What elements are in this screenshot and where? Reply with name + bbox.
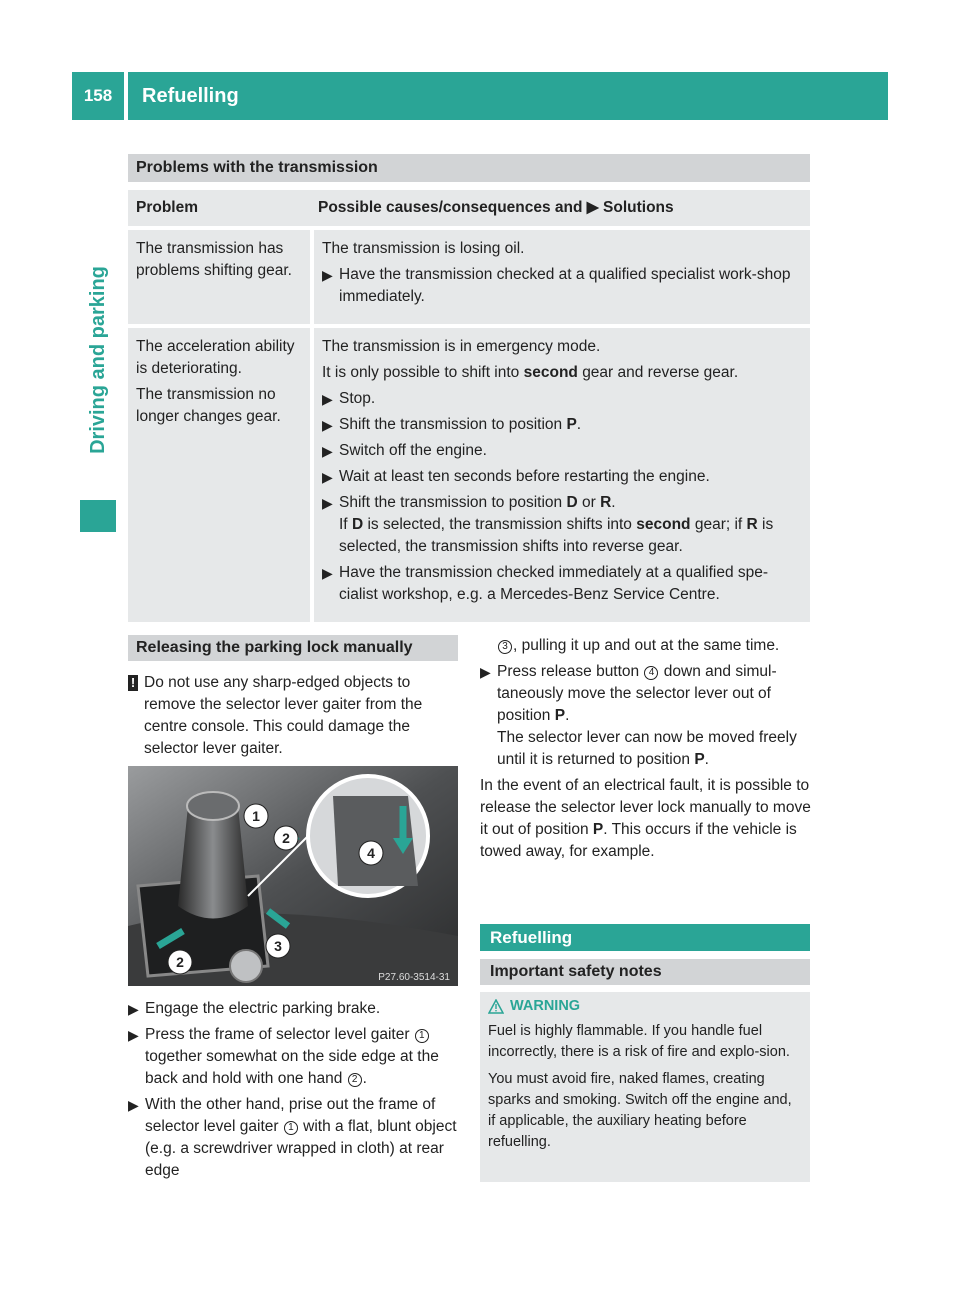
refuelling-section-title: Refuelling	[480, 924, 810, 951]
svg-text:1: 1	[252, 808, 260, 824]
problem-cell	[128, 230, 310, 324]
warning-text: You must avoid fire, naked flames, creating sparks and smoking. Switch off the engine and, if applicable, the auxiliary heating before refuelling.	[488, 1071, 792, 1150]
warning-header	[488, 996, 802, 1017]
safety-notes-title: Important safety notes	[480, 959, 810, 985]
side-tab-label: Driving and parking	[87, 266, 109, 454]
warning-label: WARNING	[510, 998, 581, 1014]
col-solutions-text-2: Solutions	[603, 199, 674, 216]
cause-text: The transmission is in emergency mode.	[322, 338, 601, 355]
step-arrow-icon: ▶	[322, 469, 333, 485]
callout-2-icon	[274, 826, 298, 850]
solution-cell	[314, 328, 810, 622]
solution-step: ▶ Switch off the engine.	[322, 440, 804, 462]
solution-step: ▶ Stop.	[322, 388, 804, 410]
step-arrow-icon: ▶	[322, 495, 333, 511]
problem-text: The transmission no longer changes gear.	[136, 386, 281, 425]
step-arrow-icon: ▶	[322, 267, 333, 283]
solution-step: ▶ Have the transmission checked at a qualified specialist work-shop immediately.	[322, 266, 791, 305]
warning-triangle-icon	[488, 999, 504, 1014]
col-solutions-text: Possible causes/consequences and	[318, 199, 583, 216]
table-row	[128, 230, 810, 324]
play-arrow-icon: ▶	[586, 199, 599, 216]
svg-text:2: 2	[176, 954, 184, 970]
parking-lock-steps	[128, 998, 460, 1186]
cause-text: The transmission is losing oil.	[322, 240, 525, 257]
warning-text: Fuel is highly flammable. If you handle fuel incorrectly, there is a risk of fire and explo-sion.	[488, 1023, 790, 1060]
caution-icon: !	[128, 675, 138, 691]
page-header-title: Refuelling	[128, 72, 888, 120]
step-arrow-icon: ▶	[128, 1097, 139, 1113]
solution-step: ▶ Shift the transmission to position P.	[322, 414, 804, 436]
step-arrow-icon: ▶	[322, 391, 333, 407]
col-problem-header: Problem	[136, 199, 199, 216]
problem-text: The acceleration ability is deteriorating.	[136, 338, 295, 377]
svg-text:4: 4	[367, 845, 375, 861]
note-text: Do not use any sharp-edged objects to remove the selector lever gaiter from the centre console. This could damage the selector lever gaiter.	[144, 674, 423, 757]
cause-text: It is only possible to shift into second gear and reverse gear.	[322, 364, 739, 381]
image-code: P27.60-3514-31	[378, 972, 450, 983]
instruction-step: ▶ Press release button 4 down and simul-taneously move the selector lever out of position P. The selector lever can now be moved freely until it is returned to position P.	[480, 663, 797, 768]
solution-step: ▶ Have the transmission checked immediately at a qualified spe-cialist workshop, e.g. a Mercedes-Benz Service Centre.	[322, 564, 769, 603]
step-arrow-icon: ▶	[322, 417, 333, 433]
parking-lock-section-title: Releasing the parking lock manually	[128, 635, 458, 661]
problem-text: The transmission has problems shifting gear.	[136, 240, 292, 279]
step-arrow-icon: ▶	[128, 1027, 139, 1043]
instruction-step: ▶ With the other hand, prise out the frame of selector level gaiter 1 with a flat, blunt object (e.g. a screwdriver wrapped in cloth) at rear edge	[128, 1096, 457, 1179]
svg-text:2: 2	[282, 830, 290, 846]
side-tab-marker	[80, 500, 116, 532]
callout-2-icon	[168, 950, 192, 974]
callout-1-icon	[244, 804, 268, 828]
step-arrow-icon: ▶	[322, 565, 333, 581]
solution-step: ▶ Wait at least ten seconds before restarting the engine.	[322, 466, 804, 488]
table-header	[128, 190, 810, 226]
parking-lock-note	[128, 672, 460, 760]
solution-step: ▶ Shift the transmission to position D or R. If D is selected, the transmission shifts into second gear; if R is selected, the transmission shifts into reverse gear.	[322, 494, 774, 555]
step-arrow-icon: ▶	[480, 664, 491, 680]
col-solutions-header	[310, 190, 810, 226]
page-number: 158	[72, 72, 124, 120]
callout-4-icon	[359, 841, 383, 865]
warning-box	[480, 992, 810, 1182]
callout-3-icon	[266, 934, 290, 958]
solution-cell	[314, 230, 810, 324]
selector-lever-photo	[128, 766, 458, 986]
table-row	[128, 328, 810, 622]
side-tab	[80, 232, 116, 488]
transmission-section-title: Problems with the transmission	[128, 154, 810, 182]
electrical-fault-paragraph: In the event of an electrical fault, it is possible to release the selector lever lock manually to move it out of position P. This occurs if the vehicle is towed away, for example.	[480, 777, 811, 860]
transmission-table	[128, 190, 810, 626]
instruction-step: ▶ Engage the electric parking brake.	[128, 998, 460, 1020]
parking-lock-steps-continued	[480, 635, 812, 867]
step-arrow-icon: ▶	[322, 443, 333, 459]
problem-cell	[128, 328, 310, 622]
instruction-step: 3 , pulling it up and out at the same time.	[480, 635, 812, 657]
step-arrow-icon: ▶	[128, 1001, 139, 1017]
instruction-step: ▶ Press the frame of selector level gaiter 1 together somewhat on the side edge at the back and hold with one hand 2 .	[128, 1026, 439, 1087]
svg-text:3: 3	[274, 938, 282, 954]
